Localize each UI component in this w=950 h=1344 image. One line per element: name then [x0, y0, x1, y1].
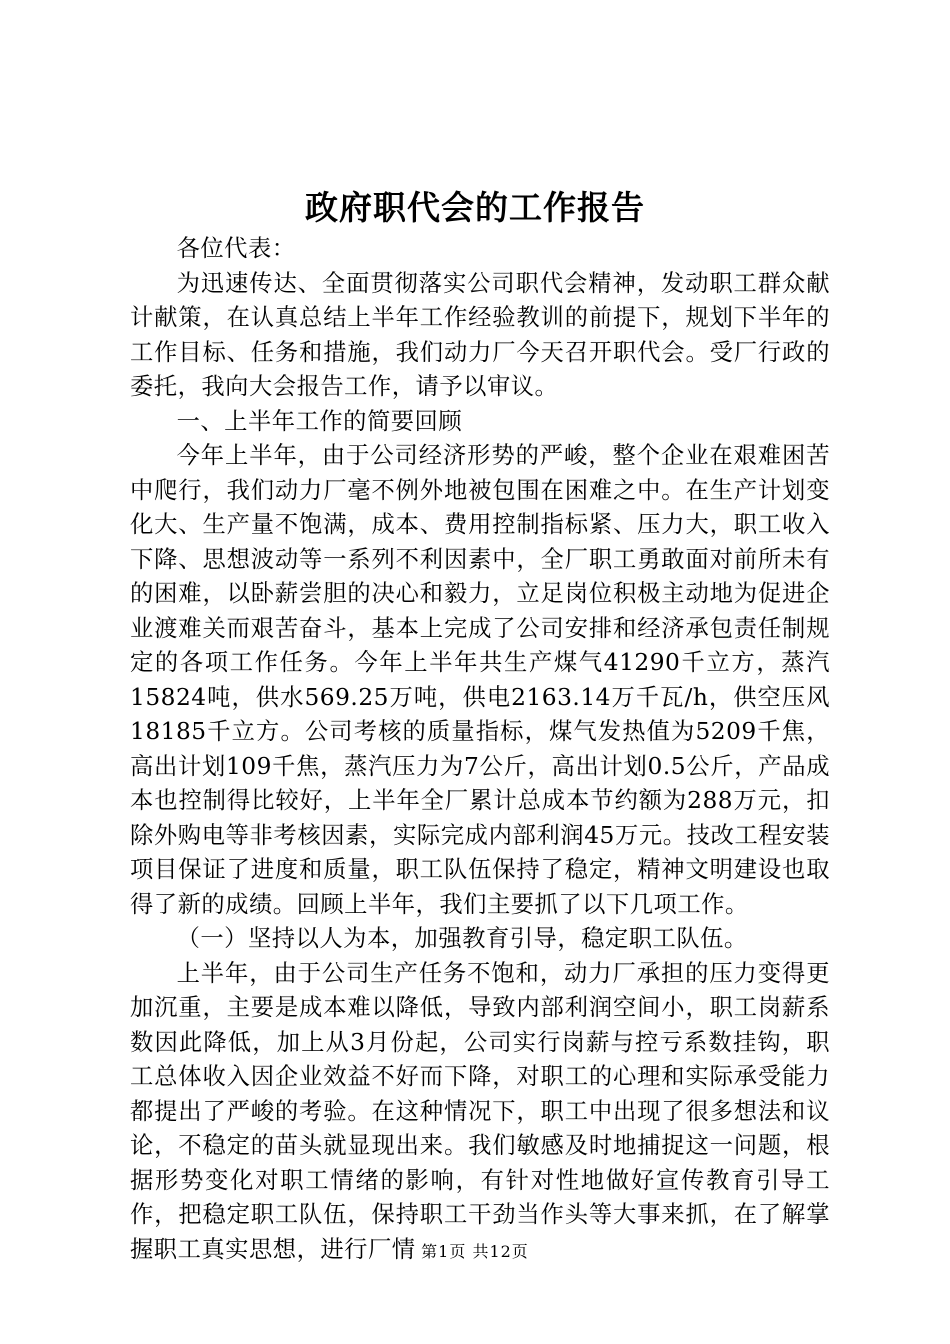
- subsection-heading: （一）坚持以人为本，加强教育引导，稳定职工队伍。: [176, 925, 748, 952]
- section-heading: 一、上半年工作的简要回顾: [176, 407, 463, 435]
- review-paragraph: 今年上半年，由于公司经济形势的严峻，整个企业在艰难困苦中爬行，我们动力厂毫不例外地被包围在困难之中。在生产计划变化大、生产量不饱满，成本、费用控制指标紧、压力大，职工收入下降、思想波动等一系列不利因素中，全厂职工勇敢面对前所未有的困难，以卧薪尝胆的决心和毅力，立足岗位积极主动地为促进企业渡难关而艰苦奋斗，基本上完成了公司安排和经济承包责任制规定的各项工作任务。今年上半年共生产煤气41290千立方，蒸汽15824吨，供水569.25万吨，供电2163.14万千瓦/h，供空压风18185千立方。公司考核的质量指标，煤气发热值为5209千焦，高出计划109千焦，蒸汽压力为7公斤，高出计划0.5公斤，产品成本也控制得比较好，上半年全厂累计总成本节约额为288万元，扣除外购电等非考核因素，实际完成内部利润45万元。技改工程安装项目保证了进度和质量，职工队伍保持了稳定，精神文明建设也取得了新的成绩。回顾上半年，我们主要抓了以下几项工作。: [130, 442, 830, 918]
- page-footer: 第1页 共12页: [421, 1242, 529, 1261]
- document-body: [130, 232, 830, 1267]
- subsection-paragraph: 上半年，由于公司生产任务不饱和，动力厂承担的压力变得更加沉重，主要是成本难以降低，导致内部利润空间小，职工岗薪系数因此降低，加上从3月份起，公司实行岗薪与控亏系数挂钩，职工总体收入因企业效益不好而下降，对职工的心理和实际承受能力都提出了严峻的考验。在这种情况下，职工中出现了很多想法和议论，不稳定的苗头就显现出来。我们敏感及时地捕捉这一问题，根据形势变化对职工情绪的影响，有针对性地做好宣传教育引导工作，把稳定职工队伍，保持职工干劲当作头等大事来抓，在了解掌握职工真实思想，进行厂情: [130, 959, 830, 1263]
- intro-paragraph: 为迅速传达、全面贯彻落实公司职代会精神，发动职工群众献计献策，在认真总结上半年工作经验教训的前提下，规划下半年的工作目标、任务和措施，我们动力厂今天召开职代会。受厂行政的委托，我向大会报告工作，请予以审议。: [130, 269, 830, 400]
- salutation-paragraph: 各位代表：: [176, 235, 296, 262]
- document-title: 政府职代会的工作报告: [305, 188, 645, 227]
